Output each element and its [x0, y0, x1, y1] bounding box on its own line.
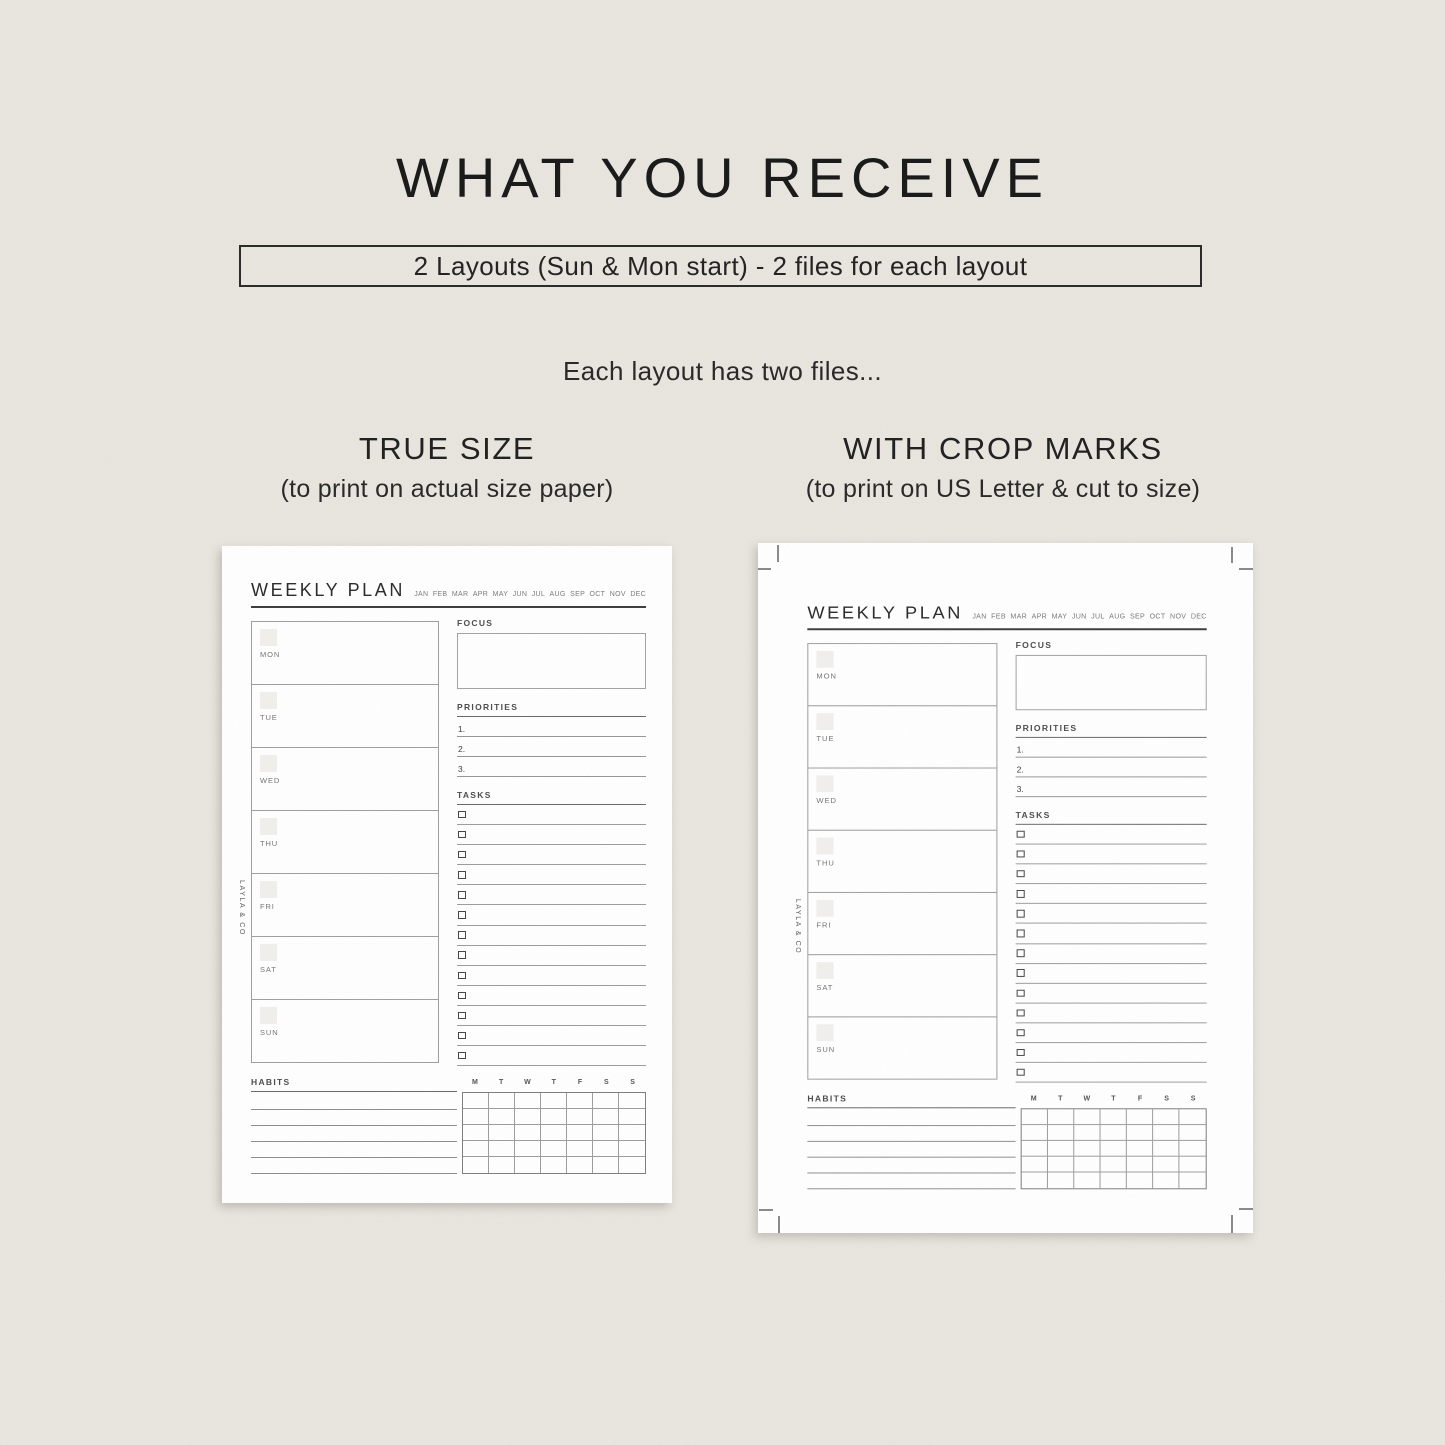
day-label: FRI [260, 902, 275, 911]
task-checkbox-icon [1017, 890, 1025, 897]
true-size-heading: TRUE SIZE [358, 431, 536, 466]
habit-grid-cell [1153, 1125, 1179, 1141]
habit-line [251, 1092, 457, 1110]
habit-tracker [1021, 1094, 1207, 1190]
month-label: APR [1031, 613, 1048, 621]
task-checkbox-icon [458, 931, 466, 939]
task-checkbox-icon [1017, 1049, 1025, 1056]
brand-vertical-text: LAYLA & CO [238, 880, 245, 936]
tracker-day-initial: M [471, 1079, 479, 1087]
habit-grid-cell [567, 1141, 593, 1157]
habit-grid-cell [1179, 1173, 1205, 1189]
banner-text: 2 Layouts (Sun & Mon start) - 2 files for each layout [413, 250, 1028, 281]
day-date-square [260, 1007, 277, 1024]
right-column [457, 616, 646, 1066]
day-box [807, 1016, 997, 1079]
tracker-day-initial: T [551, 1079, 557, 1087]
task-checkbox-icon [1017, 850, 1025, 857]
day-box [251, 810, 439, 874]
task-checkbox-icon [458, 831, 466, 839]
tracker-day-initial: S [1164, 1095, 1170, 1103]
planner-header [251, 580, 646, 608]
habit-grid-cell [1048, 1141, 1074, 1157]
day-date-square [816, 962, 833, 979]
day-label: THU [260, 839, 279, 848]
tracker-day-initial: F [577, 1079, 583, 1087]
habit-grid-cell [1179, 1157, 1205, 1173]
habit-grid-cell [1074, 1173, 1100, 1189]
task-row [457, 986, 646, 1006]
habit-grid-cell [1022, 1173, 1048, 1189]
day-box [251, 684, 439, 748]
task-checkbox-icon [458, 871, 466, 879]
focus-label: FOCUS [1015, 640, 1053, 650]
crop-mark-bottom-right-vertical [1231, 1215, 1233, 1233]
task-row [457, 946, 646, 966]
task-row [1016, 1003, 1207, 1023]
month-label: MAY [492, 591, 509, 598]
habit-grid-cell [1022, 1157, 1048, 1173]
habit-grid-cell [1179, 1125, 1205, 1141]
habit-grid-cell [463, 1109, 489, 1125]
habit-grid-cell [567, 1157, 593, 1173]
habit-grid-cell [567, 1093, 593, 1109]
month-label: SEP [570, 591, 586, 598]
day-date-square [260, 881, 277, 898]
task-row [1016, 845, 1207, 865]
priority-number: 2. [1016, 764, 1024, 775]
day-date-square [816, 838, 833, 855]
column-heading-crop-marks [738, 431, 1268, 504]
priority-row [1016, 777, 1207, 797]
planner-header [807, 603, 1206, 631]
day-box [251, 873, 439, 937]
day-date-square [260, 692, 277, 709]
task-row [1016, 865, 1207, 885]
day-box [807, 954, 997, 1017]
priority-number: 1. [1016, 744, 1024, 755]
day-date-square [816, 775, 833, 792]
tracker-day-initial: S [603, 1079, 610, 1087]
day-date-square [816, 713, 833, 730]
priority-row [457, 757, 646, 777]
planner-content [251, 580, 646, 1174]
habit-grid-cell [1048, 1109, 1074, 1125]
habits-label: HABITS [807, 1094, 1015, 1109]
habit-line [251, 1142, 457, 1158]
task-checkbox-icon [1017, 969, 1025, 976]
task-checkbox-icon [458, 851, 466, 859]
months-row [972, 613, 1206, 620]
day-box [251, 999, 439, 1063]
habit-grid-cell [619, 1125, 645, 1141]
task-row [1016, 904, 1207, 924]
habit-grid-cell [489, 1157, 515, 1173]
crop-mark-bottom-left-horizontal [759, 1209, 773, 1211]
habit-grid-cell [1127, 1141, 1153, 1157]
task-row [457, 885, 646, 905]
priorities-list [457, 717, 646, 777]
planner-columns [251, 616, 646, 1066]
habit-grid-cell [463, 1093, 489, 1109]
month-label: MAR [1010, 613, 1028, 621]
priority-row [1016, 738, 1207, 758]
priorities-list [1016, 738, 1207, 797]
habit-grid-cell [593, 1109, 619, 1125]
task-row [457, 825, 646, 845]
task-checkbox-icon [1017, 1009, 1025, 1016]
priority-number: 3. [1016, 784, 1024, 795]
task-row [457, 966, 646, 986]
month-label: MAY [1051, 613, 1068, 621]
habit-grid-cell [515, 1093, 541, 1109]
habit-grid [462, 1092, 646, 1174]
habit-grid-cell [593, 1157, 619, 1173]
habit-line [251, 1110, 457, 1126]
habit-grid-cell [541, 1157, 567, 1173]
habit-grid-cell [489, 1141, 515, 1157]
month-label: SEP [1129, 613, 1146, 621]
habit-grid-cell [489, 1109, 515, 1125]
task-checkbox-icon [458, 1052, 466, 1060]
intro-text: Each layout has two files... [562, 356, 883, 386]
task-row [1016, 1023, 1207, 1043]
true-size-subheading: (to print on actual size paper) [280, 475, 614, 503]
task-checkbox-icon [1017, 831, 1025, 838]
task-row [457, 865, 646, 885]
habit-grid-cell [541, 1125, 567, 1141]
day-label: WED [260, 776, 281, 785]
task-row [1016, 884, 1207, 904]
planner-mount-crop-marks [778, 569, 1233, 1211]
task-row [1016, 1063, 1207, 1083]
habit-grid-cell [1048, 1125, 1074, 1141]
tracker-day-initial: W [524, 1079, 532, 1087]
habit-grid-cell [541, 1109, 567, 1125]
month-label: FEB [991, 613, 1006, 621]
habit-grid-cell [515, 1125, 541, 1141]
habit-grid-cell [1127, 1157, 1153, 1173]
day-box [807, 830, 997, 893]
tasks-label: TASKS [457, 790, 646, 805]
task-row [457, 926, 646, 946]
tracker-day-initial: T [499, 1079, 504, 1087]
day-box [251, 936, 439, 1000]
habit-grid-cell [1153, 1109, 1179, 1125]
month-label: NOV [1170, 613, 1187, 621]
month-label: AUG [1109, 613, 1126, 621]
priorities-label: PRIORITIES [1016, 723, 1207, 738]
habit-line [807, 1158, 1015, 1174]
habit-grid-cell [541, 1141, 567, 1157]
month-label: APR [472, 591, 489, 598]
crop-mark-top-right-horizontal [1239, 568, 1253, 570]
day-column [251, 621, 439, 1066]
habit-line [807, 1142, 1015, 1158]
tracker-day-initial: S [1190, 1095, 1197, 1103]
day-label: MON [816, 671, 837, 681]
habit-lines [251, 1092, 457, 1174]
task-checkbox-icon [458, 1032, 466, 1040]
task-checkbox-icon [458, 972, 466, 980]
weekly-plan-sheet [778, 569, 1233, 1211]
focus-box [1016, 655, 1207, 710]
tracker-day-initial: M [1030, 1095, 1038, 1103]
task-row [1016, 924, 1207, 944]
crop-mark-top-left-horizontal [758, 568, 771, 570]
task-row [1016, 825, 1207, 845]
priority-row [1016, 758, 1207, 778]
habit-line [807, 1174, 1015, 1190]
habit-grid-cell [489, 1125, 515, 1141]
habit-grid-cell [619, 1157, 645, 1173]
month-label: JUN [1071, 613, 1087, 621]
month-label: DEC [630, 591, 646, 598]
crop-mark-bottom-left-vertical [778, 1216, 780, 1233]
month-label: NOV [609, 591, 626, 598]
habit-grid-cell [619, 1141, 645, 1157]
habit-grid-cell [1179, 1109, 1205, 1125]
habits-lines-block [251, 1077, 457, 1174]
planner-mount-true-size [222, 546, 672, 1196]
task-checkbox-icon [458, 811, 466, 819]
habit-grid-cell [489, 1093, 515, 1109]
tracker-day-initial: S [630, 1079, 636, 1087]
task-checkbox-icon [1017, 910, 1025, 917]
day-date-square [260, 755, 277, 772]
day-box [251, 747, 439, 811]
day-box [807, 643, 997, 706]
habit-line [251, 1158, 457, 1174]
month-label: JAN [972, 613, 987, 621]
task-checkbox-icon [1017, 950, 1025, 957]
day-label: MON [260, 650, 281, 659]
habits-lines-block [807, 1094, 1015, 1190]
month-label: JUL [1091, 613, 1105, 621]
habit-grid-cell [619, 1109, 645, 1125]
habits-section [807, 1094, 1206, 1190]
task-row [457, 1046, 646, 1066]
habit-grid-cell [463, 1157, 489, 1173]
crop-marks-heading: WITH CROP MARKS [843, 431, 1163, 466]
habit-grid-cell [567, 1125, 593, 1141]
task-checkbox-icon [1017, 870, 1025, 877]
habit-grid-cell [1153, 1141, 1179, 1157]
habit-grid-cell [1022, 1109, 1048, 1125]
habits-label: HABITS [251, 1077, 457, 1092]
month-label: MAR [451, 591, 469, 598]
task-row [457, 805, 646, 825]
habit-grid-cell [515, 1157, 541, 1173]
day-label: FRI [816, 920, 832, 930]
habit-lines [807, 1109, 1015, 1190]
month-label: JUN [512, 591, 528, 598]
day-label: SAT [816, 982, 834, 992]
right-column [1016, 638, 1207, 1083]
column-heading-true-size [192, 431, 702, 504]
planner-content [807, 603, 1206, 1190]
day-box [807, 768, 997, 831]
day-date-square [260, 629, 277, 646]
planner-page-true-size [222, 546, 672, 1203]
tasks-list [1016, 825, 1207, 1083]
tracker-day-initial: T [1058, 1095, 1063, 1103]
habit-grid-cell [1127, 1125, 1153, 1141]
habit-grid-cell [1074, 1109, 1100, 1125]
day-label: TUE [260, 713, 278, 722]
habit-grid-cell [1048, 1173, 1074, 1189]
tracker-day-initials [1021, 1096, 1207, 1103]
task-row [1016, 964, 1207, 984]
month-label: FEB [432, 591, 448, 598]
day-label: THU [816, 858, 835, 868]
day-box [251, 621, 439, 685]
task-checkbox-icon [458, 1012, 466, 1020]
day-date-square [260, 818, 277, 835]
habit-grid-cell [463, 1141, 489, 1157]
task-row [457, 905, 646, 925]
task-checkbox-icon [1017, 1029, 1025, 1036]
tracker-day-initial: T [1111, 1095, 1117, 1103]
day-label: WED [816, 796, 837, 806]
priority-number: 1. [458, 724, 466, 734]
habit-grid-cell [1022, 1141, 1048, 1157]
day-label: SUN [816, 1045, 836, 1054]
task-row [1016, 984, 1207, 1004]
planner-page-crop-marks [758, 543, 1253, 1233]
habit-tracker [462, 1077, 646, 1174]
priority-row [457, 717, 646, 737]
month-label: JAN [414, 591, 429, 598]
day-date-square [816, 651, 833, 668]
habit-grid-cell [567, 1109, 593, 1125]
banner-box [239, 245, 1202, 287]
habit-grid-cell [515, 1109, 541, 1125]
tasks-label: TASKS [1016, 810, 1207, 825]
habit-grid-cell [593, 1125, 619, 1141]
task-row [1016, 944, 1207, 964]
habit-grid-cell [1022, 1125, 1048, 1141]
day-label: SAT [260, 965, 277, 974]
habit-grid-cell [593, 1093, 619, 1109]
habit-grid-cell [1074, 1141, 1100, 1157]
tracker-day-initial: W [1083, 1095, 1091, 1103]
month-label: OCT [589, 591, 606, 598]
months-row [414, 591, 646, 598]
habit-line [251, 1126, 457, 1142]
priority-row [457, 737, 646, 757]
task-row [457, 845, 646, 865]
habit-grid-cell [593, 1141, 619, 1157]
habit-grid-cell [1153, 1157, 1179, 1173]
task-checkbox-icon [458, 891, 466, 899]
month-label: OCT [1149, 613, 1166, 621]
day-date-square [260, 944, 277, 961]
month-label: JUL [531, 591, 546, 598]
task-checkbox-icon [1017, 989, 1025, 996]
priority-number: 3. [458, 764, 466, 774]
page-title: WHAT YOU RECEIVE [396, 146, 1049, 209]
day-label: TUE [816, 733, 835, 743]
habit-grid-cell [541, 1093, 567, 1109]
habit-grid-cell [1127, 1109, 1153, 1125]
month-label: DEC [1190, 613, 1207, 621]
planner-title: WEEKLY PLAN [807, 602, 964, 623]
day-label: SUN [260, 1028, 279, 1037]
day-box [807, 705, 997, 768]
habit-grid-cell [1101, 1173, 1127, 1189]
task-checkbox-icon [1017, 1069, 1025, 1076]
task-checkbox-icon [458, 911, 466, 919]
habit-line [807, 1126, 1015, 1142]
month-label: AUG [549, 591, 566, 598]
habit-grid-cell [1048, 1157, 1074, 1173]
crop-mark-bottom-right-horizontal [1239, 1208, 1253, 1210]
task-row [1016, 1043, 1207, 1063]
habit-grid [1021, 1109, 1207, 1190]
task-checkbox-icon [458, 951, 466, 959]
habits-section [251, 1077, 646, 1174]
habit-grid-cell [463, 1125, 489, 1141]
crop-marks-subheading: (to print on US Letter & cut to size) [805, 475, 1201, 503]
task-checkbox-icon [458, 992, 466, 1000]
priority-number: 2. [458, 744, 466, 754]
priorities-label: PRIORITIES [457, 702, 646, 717]
habit-grid-cell [1101, 1157, 1127, 1173]
task-row [457, 1006, 646, 1026]
day-date-square [816, 900, 833, 917]
task-row [457, 1026, 646, 1046]
day-date-square [816, 1024, 833, 1041]
planner-title: WEEKLY PLAN [251, 580, 405, 600]
habit-grid-cell [1101, 1125, 1127, 1141]
weekly-plan-sheet [222, 546, 672, 1196]
habit-grid-cell [1074, 1157, 1100, 1173]
habit-grid-cell [515, 1141, 541, 1157]
day-column [807, 643, 997, 1083]
day-box [807, 892, 997, 955]
habit-grid-cell [1101, 1109, 1127, 1125]
brand-vertical-text: LAYLA & CO [794, 898, 802, 955]
habit-grid-cell [1179, 1141, 1205, 1157]
habit-grid-cell [619, 1093, 645, 1109]
crop-mark-top-right-vertical [1231, 547, 1233, 563]
habit-grid-cell [1153, 1173, 1179, 1189]
tracker-day-initials [462, 1079, 646, 1086]
task-checkbox-icon [1017, 930, 1025, 937]
habit-grid-cell [1127, 1173, 1153, 1189]
tracker-day-initial: F [1137, 1095, 1143, 1103]
focus-box [457, 633, 646, 689]
habit-line [807, 1109, 1015, 1127]
focus-label: FOCUS [457, 618, 494, 628]
habit-grid-cell [1101, 1141, 1127, 1157]
tasks-list [457, 805, 646, 1066]
planner-columns [807, 638, 1206, 1083]
habit-grid-cell [1074, 1125, 1100, 1141]
crop-mark-top-left-vertical [777, 545, 779, 562]
